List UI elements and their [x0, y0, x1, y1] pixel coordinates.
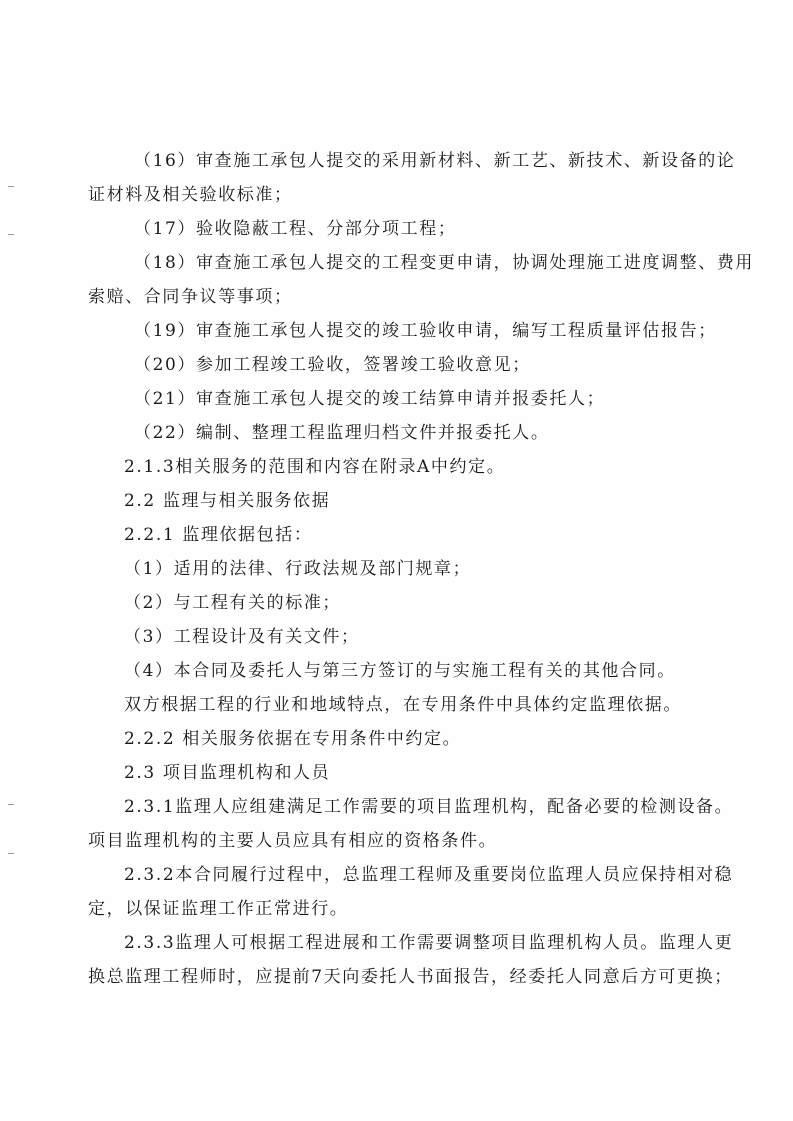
clause-2-3-1-line-2: 项目监理机构的主要人员应具有相应的资格条件。 [88, 831, 498, 851]
item-19: （19）审查施工承包人提交的竣工验收申请，编写工程质量评估报告； [134, 321, 717, 341]
clause-2-3-2-line-1: 2.3.2本合同履行过程中，总监理工程师及重要岗位监理人员应保持相对稳 [124, 865, 734, 885]
item-17: （17）验收隐蔽工程、分部分项工程； [134, 219, 457, 239]
margin-tick-mark [8, 853, 14, 854]
document-body [88, 144, 755, 994]
item-21: （21）审查施工承包人提交的竣工结算申请并报委托人； [134, 389, 606, 409]
basis-item-1: （1）适用的法律、行政法规及部门规章； [124, 559, 472, 579]
basis-item-4: （4）本合同及委托人与第三方签订的与实施工程有关的其他合同。 [124, 661, 676, 681]
clause-2-2-1: 2.2.1 监理依据包括： [124, 525, 313, 545]
item-18-line-1: （18）审查施工承包人提交的工程变更申请，协调处理施工进度调整、费用 [134, 253, 755, 273]
clause-2-3-3-line-1: 2.3.3监理人可根据工程进展和工作需要调整项目监理机构人员。监理人更 [124, 933, 734, 953]
margin-tick-mark [8, 186, 14, 187]
margin-tick-mark [8, 804, 14, 805]
clause-2-3-2-line-2: 定，以保证监理工作正常进行。 [88, 899, 349, 919]
item-16-line-2: 证材料及相关验收标准； [88, 185, 293, 205]
basis-item-3: （3）工程设计及有关文件； [124, 627, 360, 647]
item-18-line-2: 索赔、合同争议等事项； [88, 287, 293, 307]
clause-2-2-2: 2.2.2 相关服务依据在专用条件中约定。 [124, 729, 462, 749]
item-16-line-1: （16）审查施工承包人提交的采用新材料、新工艺、新技术、新设备的论 [134, 151, 736, 171]
clause-2-3-1-line-1: 2.3.1监理人应组建满足工作需要的项目监理机构，配备必要的检测设备。 [124, 797, 734, 817]
item-20: （20）参加工程竣工验收，签署竣工验收意见； [134, 355, 531, 375]
clause-2-1-3: 2.1.3相关服务的范围和内容在附录A中约定。 [124, 457, 506, 477]
item-22: （22）编制、整理工程监理归档文件并报委托人。 [134, 423, 550, 443]
basis-note: 双方根据工程的行业和地域特点，在专用条件中具体约定监理依据。 [124, 695, 682, 715]
section-heading-2-2: 2.2 监理与相关服务依据 [124, 491, 331, 511]
section-heading-2-3: 2.3 项目监理机构和人员 [124, 763, 331, 783]
clause-2-3-3-line-2: 换总监理工程师时，应提前7天向委托人书面报告，经委托人同意后方可更换； [88, 967, 733, 987]
margin-tick-mark [8, 234, 14, 235]
basis-item-2: （2）与工程有关的标准； [124, 593, 342, 613]
